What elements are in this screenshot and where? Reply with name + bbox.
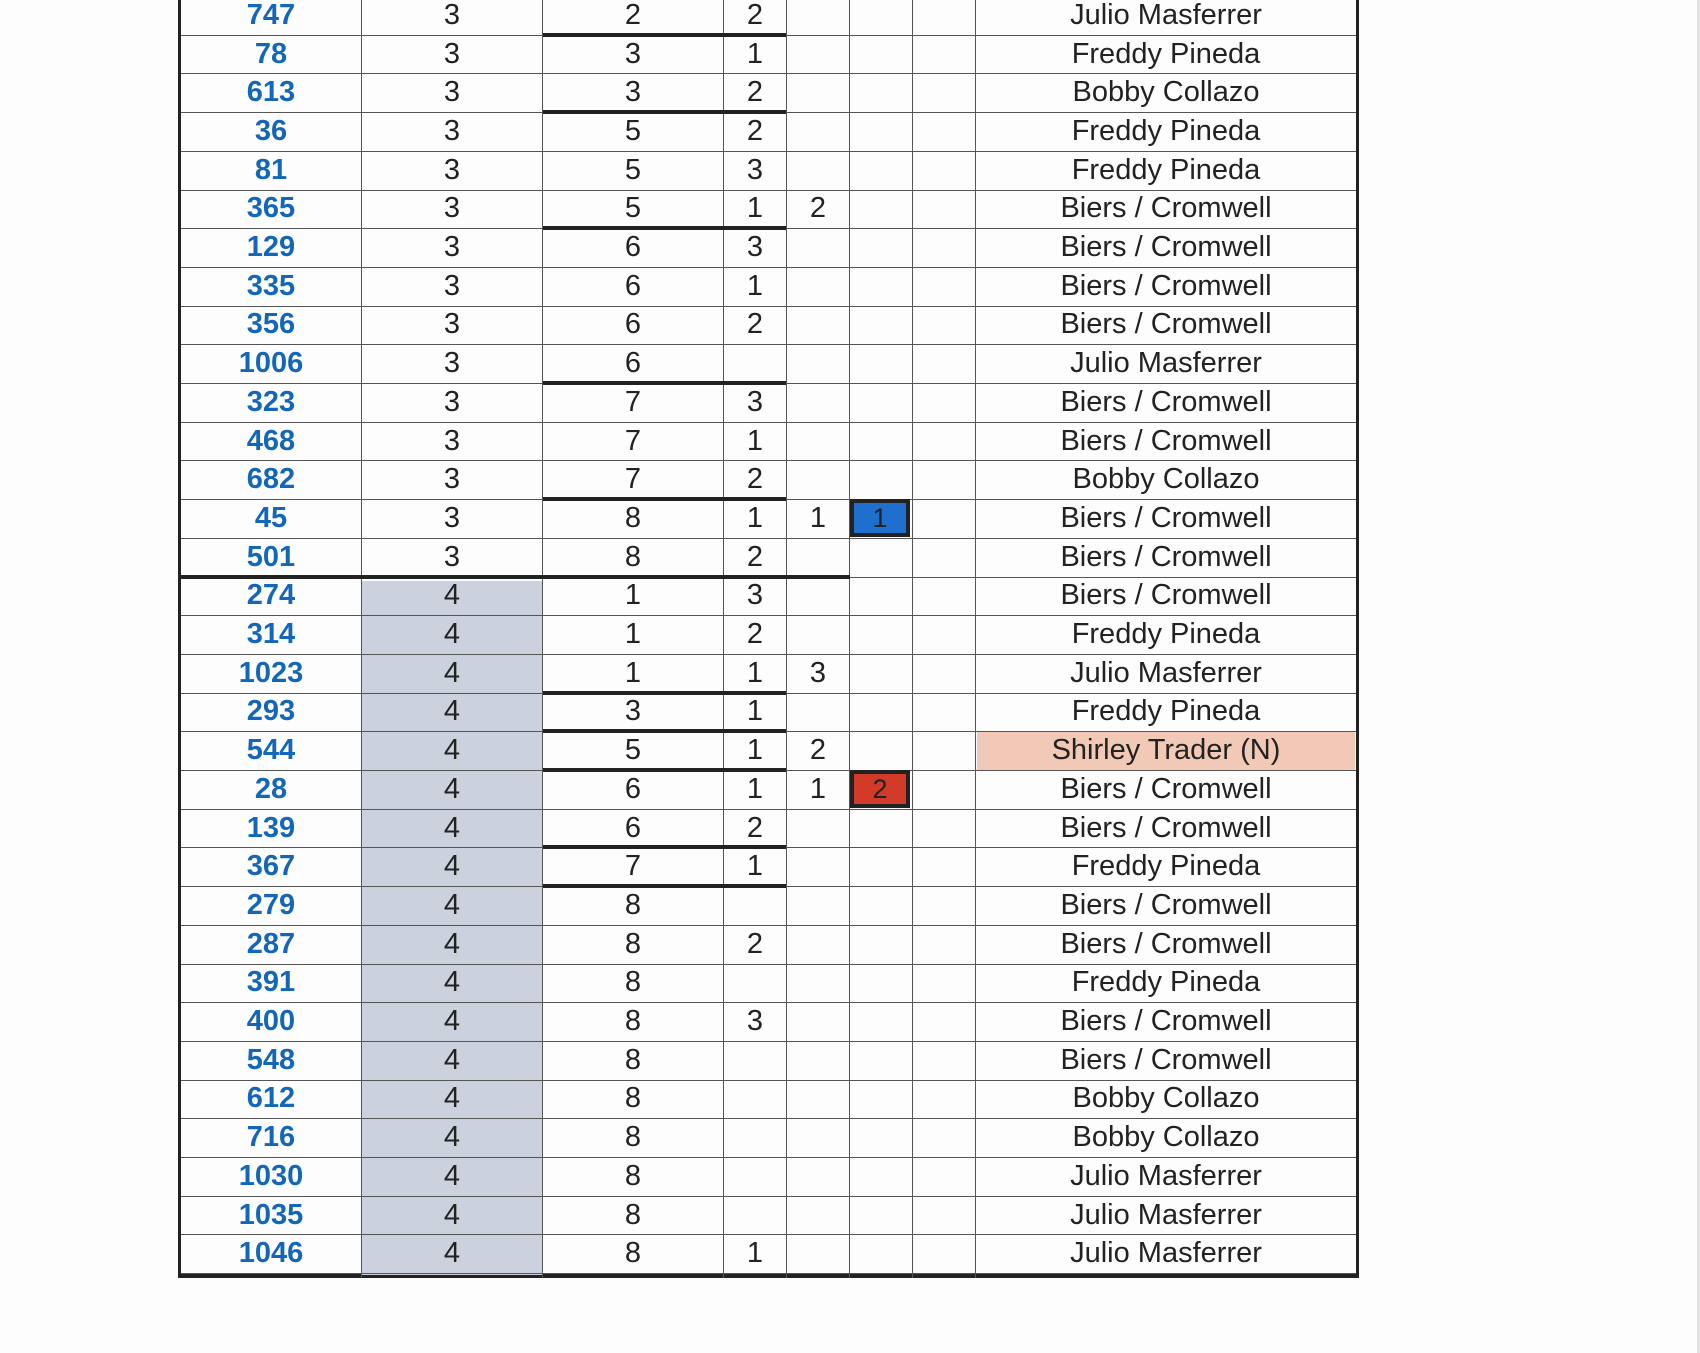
cell-name: Biers / Cromwell xyxy=(1060,1043,1272,1076)
table-row xyxy=(181,1041,1356,1080)
table-row xyxy=(181,0,1356,35)
cell-id: 356 xyxy=(246,308,296,341)
cell-a: 4 xyxy=(443,1198,461,1231)
cell-c: 3 xyxy=(746,1005,764,1038)
cell-b: 7 xyxy=(624,463,642,496)
cell-a: 3 xyxy=(443,231,461,264)
cell-name: Freddy Pineda xyxy=(1071,153,1261,186)
cell-id: 612 xyxy=(246,1082,296,1115)
cell-name: Biers / Cromwell xyxy=(1060,888,1272,921)
table-row xyxy=(181,1196,1356,1235)
table-row xyxy=(181,964,1356,1003)
cell-c: 1 xyxy=(746,37,764,70)
cell-c: 1 xyxy=(746,269,764,302)
cell-id: 139 xyxy=(246,811,296,844)
marker-badge: 1 xyxy=(850,499,910,537)
cell-c: 3 xyxy=(746,385,764,418)
cell-a: 3 xyxy=(443,37,461,70)
cell-id: 367 xyxy=(246,850,296,883)
cell-d xyxy=(787,73,849,112)
cell-id: 613 xyxy=(246,76,296,109)
cell-c: 1 xyxy=(746,772,764,805)
table-row xyxy=(181,151,1356,190)
cell-c: 2 xyxy=(746,927,764,960)
cell-d xyxy=(787,267,849,306)
table-row xyxy=(181,73,1356,112)
cell-c: 3 xyxy=(746,153,764,186)
cell-name: Biers / Cromwell xyxy=(1060,385,1272,418)
cell-d xyxy=(787,615,849,654)
cell-d xyxy=(787,422,849,461)
cell-c: 2 xyxy=(746,308,764,341)
cell-b: 6 xyxy=(624,308,642,341)
cell-name: Biers / Cromwell xyxy=(1060,540,1272,573)
cell-id: 365 xyxy=(246,192,296,225)
cell-name: Freddy Pineda xyxy=(1071,114,1261,147)
cell-a: 4 xyxy=(443,1237,461,1270)
table-row xyxy=(181,809,1356,848)
cell-c: 1 xyxy=(746,1237,764,1270)
cell-c: 2 xyxy=(746,0,764,31)
cell-b: 8 xyxy=(624,1121,642,1154)
cell-name: Freddy Pineda xyxy=(1071,695,1261,728)
cell-name: Biers / Cromwell xyxy=(1060,231,1272,264)
cell-a: 3 xyxy=(443,0,461,31)
cell-id: 400 xyxy=(246,1005,296,1038)
cell-a: 4 xyxy=(443,656,461,689)
cell-a: 3 xyxy=(443,463,461,496)
cell-c: 2 xyxy=(746,811,764,844)
cell-b: 1 xyxy=(624,656,642,689)
cell-a: 3 xyxy=(443,347,461,380)
cell-b: 8 xyxy=(624,1237,642,1270)
table-row xyxy=(181,886,1356,925)
cell-d xyxy=(787,538,849,577)
cell-id: 468 xyxy=(246,424,296,457)
table-row xyxy=(181,1002,1356,1041)
cell-id: 287 xyxy=(246,927,296,960)
cell-name: Bobby Collazo xyxy=(1072,463,1260,496)
table-row xyxy=(181,1118,1356,1157)
cell-d xyxy=(787,344,849,383)
cell-b: 7 xyxy=(624,850,642,883)
cell-c xyxy=(724,886,786,925)
cell-c xyxy=(724,1196,786,1235)
cell-name: Biers / Cromwell xyxy=(1060,269,1272,302)
cell-c xyxy=(724,1080,786,1119)
cell-a: 3 xyxy=(443,308,461,341)
cell-id: 45 xyxy=(254,501,288,534)
cell-a: 4 xyxy=(443,1121,461,1154)
cell-d xyxy=(787,1196,849,1235)
table-row xyxy=(181,228,1356,267)
cell-id: 314 xyxy=(246,618,296,651)
cell-d xyxy=(787,886,849,925)
table-row xyxy=(181,615,1356,654)
table-row xyxy=(181,538,1356,577)
cell-a: 3 xyxy=(443,540,461,573)
cell-b: 3 xyxy=(624,76,642,109)
cell-a: 4 xyxy=(443,772,461,805)
cell-c: 1 xyxy=(746,424,764,457)
cell-a: 4 xyxy=(443,811,461,844)
cell-b: 8 xyxy=(624,1082,642,1115)
cell-a: 4 xyxy=(443,888,461,921)
cell-c: 3 xyxy=(746,231,764,264)
cell-name: Freddy Pineda xyxy=(1071,618,1261,651)
cell-b: 6 xyxy=(624,269,642,302)
cell-c xyxy=(724,344,786,383)
table-row xyxy=(181,1157,1356,1196)
cell-id: 323 xyxy=(246,385,296,418)
cell-c: 1 xyxy=(746,192,764,225)
cell-a: 4 xyxy=(443,850,461,883)
cell-name: Biers / Cromwell xyxy=(1060,501,1272,534)
cell-name: Julio Masferrer xyxy=(1070,1198,1262,1231)
table-row xyxy=(181,383,1356,422)
cell-id: 293 xyxy=(246,695,296,728)
cell-c: 2 xyxy=(746,114,764,147)
cell-a: 4 xyxy=(443,1043,461,1076)
data-table xyxy=(178,0,1359,1278)
cell-a: 4 xyxy=(443,618,461,651)
cell-name: Bobby Collazo xyxy=(1072,1121,1260,1154)
cell-d xyxy=(787,383,849,422)
cell-d xyxy=(787,460,849,499)
table-row xyxy=(181,731,1356,770)
cell-b: 5 xyxy=(624,192,642,225)
cell-a: 4 xyxy=(443,1159,461,1192)
cell-a: 3 xyxy=(443,192,461,225)
table-row xyxy=(181,422,1356,461)
table-row xyxy=(181,925,1356,964)
table-row xyxy=(181,847,1356,886)
cell-a: 3 xyxy=(443,76,461,109)
table-row xyxy=(181,35,1356,74)
table-row xyxy=(181,693,1356,732)
cell-name: Biers / Cromwell xyxy=(1060,811,1272,844)
cell-d xyxy=(787,809,849,848)
cell-id: 747 xyxy=(246,0,296,31)
cell-name: Biers / Cromwell xyxy=(1060,192,1272,225)
cell-d xyxy=(787,1041,849,1080)
cell-id: 129 xyxy=(246,231,296,264)
cell-id: 81 xyxy=(254,153,288,186)
row-divider xyxy=(181,1273,1356,1274)
cell-d: 1 xyxy=(809,501,827,534)
cell-b: 7 xyxy=(624,424,642,457)
cell-id: 1046 xyxy=(238,1237,304,1270)
cell-c: 3 xyxy=(746,579,764,612)
cell-b: 6 xyxy=(624,772,642,805)
cell-d: 1 xyxy=(809,772,827,805)
cell-name: Shirley Trader (N) xyxy=(1051,734,1281,767)
cell-a: 4 xyxy=(443,1005,461,1038)
cell-b: 6 xyxy=(624,231,642,264)
cell-d xyxy=(787,1118,849,1157)
cell-c: 2 xyxy=(746,463,764,496)
cell-b: 3 xyxy=(624,695,642,728)
cell-name: Freddy Pineda xyxy=(1071,966,1261,999)
cell-d xyxy=(787,964,849,1003)
cell-a: 4 xyxy=(443,695,461,728)
cell-c: 1 xyxy=(746,656,764,689)
cell-d xyxy=(787,925,849,964)
cell-id: 1006 xyxy=(238,347,304,380)
cell-d xyxy=(787,1080,849,1119)
cell-d xyxy=(787,693,849,732)
table-row xyxy=(181,190,1356,229)
cell-d xyxy=(787,306,849,345)
cell-a: 3 xyxy=(443,385,461,418)
cell-name: Julio Masferrer xyxy=(1070,1237,1262,1270)
cell-d: 2 xyxy=(809,192,827,225)
cell-id: 28 xyxy=(254,772,288,805)
cell-b: 8 xyxy=(624,501,642,534)
cell-c: 2 xyxy=(746,76,764,109)
cell-c xyxy=(724,1118,786,1157)
cell-d xyxy=(787,577,849,616)
cell-b: 5 xyxy=(624,734,642,767)
cell-b: 5 xyxy=(624,114,642,147)
cell-c: 1 xyxy=(746,734,764,767)
cell-name: Biers / Cromwell xyxy=(1060,927,1272,960)
cell-a: 3 xyxy=(443,153,461,186)
cell-id: 335 xyxy=(246,269,296,302)
cell-a: 3 xyxy=(443,501,461,534)
cell-name: Biers / Cromwell xyxy=(1060,772,1272,805)
cell-b: 7 xyxy=(624,385,642,418)
cell-name: Julio Masferrer xyxy=(1070,1159,1262,1192)
table-row xyxy=(181,1080,1356,1119)
cell-name: Freddy Pineda xyxy=(1071,37,1261,70)
cell-name: Julio Masferrer xyxy=(1070,347,1262,380)
cell-c xyxy=(724,964,786,1003)
cell-c: 1 xyxy=(746,850,764,883)
cell-id: 391 xyxy=(246,966,296,999)
cell-id: 544 xyxy=(246,734,296,767)
cell-b: 1 xyxy=(624,579,642,612)
cell-b: 8 xyxy=(624,966,642,999)
table-row xyxy=(181,460,1356,499)
table-row xyxy=(181,499,1356,538)
cell-id: 1035 xyxy=(238,1198,304,1231)
cell-a: 4 xyxy=(443,927,461,960)
cell-a: 4 xyxy=(443,734,461,767)
cell-d xyxy=(787,112,849,151)
cell-b: 3 xyxy=(624,37,642,70)
cell-a: 3 xyxy=(443,269,461,302)
cell-id: 548 xyxy=(246,1043,296,1076)
cell-id: 1030 xyxy=(238,1159,304,1192)
cell-id: 682 xyxy=(246,463,296,496)
cell-name: Biers / Cromwell xyxy=(1060,579,1272,612)
cell-id: 279 xyxy=(246,888,296,921)
cell-name: Biers / Cromwell xyxy=(1060,424,1272,457)
cell-id: 274 xyxy=(246,579,296,612)
cell-d: 3 xyxy=(809,656,827,689)
cell-d xyxy=(787,1002,849,1041)
cell-b: 8 xyxy=(624,927,642,960)
cell-name: Bobby Collazo xyxy=(1072,1082,1260,1115)
table-row xyxy=(181,654,1356,693)
cell-b: 8 xyxy=(624,1005,642,1038)
cell-b: 5 xyxy=(624,153,642,186)
cell-a: 4 xyxy=(443,1082,461,1115)
cell-d xyxy=(787,35,849,74)
cell-b: 8 xyxy=(624,1043,642,1076)
cell-d xyxy=(787,847,849,886)
marker-badge: 2 xyxy=(850,770,910,808)
cell-a: 3 xyxy=(443,424,461,457)
cell-d xyxy=(787,1234,849,1273)
cell-d: 2 xyxy=(809,734,827,767)
cell-id: 78 xyxy=(254,37,288,70)
table-row xyxy=(181,344,1356,383)
table-row xyxy=(181,577,1356,616)
cell-b: 6 xyxy=(624,347,642,380)
cell-b: 6 xyxy=(624,811,642,844)
cell-b: 1 xyxy=(624,618,642,651)
cell-c: 2 xyxy=(746,540,764,573)
cell-d xyxy=(787,1157,849,1196)
cell-name: Bobby Collazo xyxy=(1072,76,1260,109)
cell-d xyxy=(787,228,849,267)
cell-a: 4 xyxy=(443,579,461,612)
cell-name: Biers / Cromwell xyxy=(1060,1005,1272,1038)
cell-c xyxy=(724,1157,786,1196)
cell-name: Julio Masferrer xyxy=(1070,0,1262,31)
cell-d xyxy=(787,151,849,190)
cell-c: 2 xyxy=(746,618,764,651)
table-row xyxy=(181,112,1356,151)
table-row xyxy=(181,1234,1356,1273)
table-row xyxy=(181,770,1356,809)
cell-id: 501 xyxy=(246,540,296,573)
cell-b: 8 xyxy=(624,888,642,921)
cell-a: 4 xyxy=(443,966,461,999)
cell-id: 1023 xyxy=(238,656,304,689)
cell-id: 36 xyxy=(254,114,288,147)
cell-c: 1 xyxy=(746,501,764,534)
cell-a: 3 xyxy=(443,114,461,147)
table-row xyxy=(181,267,1356,306)
cell-name: Biers / Cromwell xyxy=(1060,308,1272,341)
cell-id: 716 xyxy=(246,1121,296,1154)
cell-d xyxy=(787,0,849,35)
cell-c xyxy=(724,1041,786,1080)
cell-b: 2 xyxy=(624,0,642,31)
cell-b: 8 xyxy=(624,1198,642,1231)
table-row xyxy=(181,306,1356,345)
cell-name: Julio Masferrer xyxy=(1070,656,1262,689)
cell-name: Freddy Pineda xyxy=(1071,850,1261,883)
cell-b: 8 xyxy=(624,1159,642,1192)
cell-c: 1 xyxy=(746,695,764,728)
cell-b: 8 xyxy=(624,540,642,573)
